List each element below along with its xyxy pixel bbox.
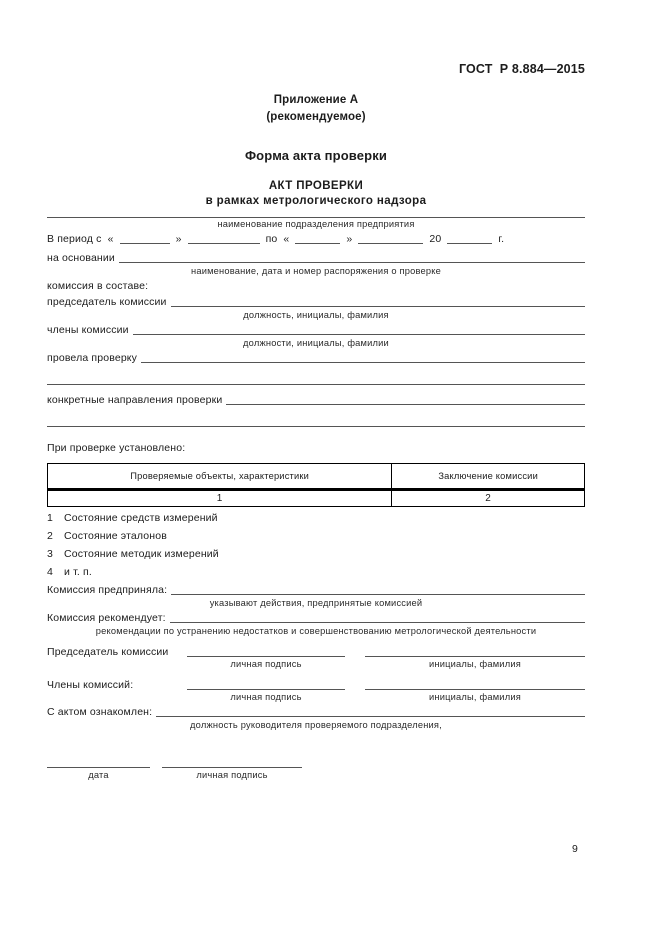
directions-blank-line xyxy=(226,404,585,405)
quote-close: » xyxy=(346,233,353,245)
table-col-number-1: 1 xyxy=(48,490,392,507)
findings-table xyxy=(47,463,585,507)
undertaken-blank-line xyxy=(171,594,585,595)
undertaken-row xyxy=(47,583,585,597)
year-suffix: г. xyxy=(498,233,505,245)
act-heading xyxy=(47,179,585,209)
appendix-type: (рекомендуемое) xyxy=(266,111,366,123)
day-to-blank xyxy=(295,243,340,244)
conducted-continuation-line xyxy=(47,378,585,385)
acquainted-row xyxy=(47,705,585,719)
signature-caption: личная подпись xyxy=(230,692,302,702)
organization-caption: наименование подразделения предприятия xyxy=(217,219,415,229)
personal-signature-blank-line xyxy=(162,757,302,768)
signature-blank-line xyxy=(187,679,345,690)
table-header-row xyxy=(48,464,585,490)
date-blank-line xyxy=(47,757,150,768)
finding-item-2 xyxy=(47,530,585,543)
chairman-signature-row xyxy=(47,646,585,670)
basis-caption: наименование, дата и номер распоряжения о проверке xyxy=(190,266,441,276)
table-header-objects: Проверяемые объекты, характеристики xyxy=(48,464,392,490)
date-field xyxy=(47,757,150,781)
recommends-caption: рекомендации по устранению недостатков и совершенствованию метрологической деятельности xyxy=(95,626,537,636)
month-from-blank xyxy=(188,243,260,244)
period-row xyxy=(47,232,585,246)
members-row xyxy=(47,323,585,337)
commission-intro-row xyxy=(47,279,585,293)
acquainted-blank-line xyxy=(156,716,585,717)
name-blank-line xyxy=(365,679,585,690)
basis-row xyxy=(47,251,585,265)
chairman-blank-line xyxy=(171,306,585,307)
chairman-caption: должность, инициалы, фамилия xyxy=(243,310,389,320)
commission-intro: комиссия в составе: xyxy=(47,280,149,292)
act-title: АКТ ПРОВЕРКИ xyxy=(268,180,364,192)
form-section-title: Форма акта проверки xyxy=(244,148,388,163)
directions-label: конкретные направления проверки xyxy=(47,394,223,406)
item-number: 2 xyxy=(47,530,53,542)
members-name-field xyxy=(365,679,585,703)
sig-chairman-label: Председатель комиссии xyxy=(47,646,169,658)
item-text: Состояние методик измерений xyxy=(64,548,219,560)
chairman-name-field xyxy=(365,646,585,670)
recommends-row xyxy=(47,611,585,625)
directions-row xyxy=(47,393,585,407)
century-prefix: 20 xyxy=(429,233,442,245)
item-number: 4 xyxy=(47,566,53,578)
date-caption: дата xyxy=(88,770,109,780)
month-to-blank xyxy=(358,243,423,244)
appendix-title: Приложение А xyxy=(273,94,359,106)
recommends-blank-line xyxy=(170,622,585,623)
basis-label: на основании xyxy=(47,252,115,264)
table-col-number-2: 2 xyxy=(392,490,585,507)
conducted-row xyxy=(47,351,585,365)
members-label: члены комиссии xyxy=(47,324,129,336)
year-blank xyxy=(447,243,492,244)
quote-close: » xyxy=(175,233,182,245)
acquainted-caption: должность руководителя проверяемого подразделения, xyxy=(190,720,442,730)
members-blank-line xyxy=(133,334,585,335)
signature-caption: личная подпись xyxy=(230,659,302,669)
undertaken-caption: указывают действия, предпринятые комиссией xyxy=(209,598,423,608)
appendix-heading xyxy=(47,92,585,126)
conducted-blank-line xyxy=(141,362,585,363)
item-number: 3 xyxy=(47,548,53,560)
members-signature-row xyxy=(47,679,585,703)
organization-blank-line xyxy=(47,211,585,218)
finding-item-4 xyxy=(47,566,585,579)
item-text: Состояние средств измерений xyxy=(64,512,218,524)
item-number: 1 xyxy=(47,512,53,524)
basis-blank-line xyxy=(119,262,585,263)
personal-signature-caption: личная подпись xyxy=(196,770,268,780)
item-text: Состояние эталонов xyxy=(64,530,167,542)
signature-blank-line xyxy=(187,646,345,657)
chairman-signature-field xyxy=(187,646,345,670)
date-signature-row xyxy=(47,757,585,781)
sig-members-label: Члены комиссий: xyxy=(47,679,134,691)
item-text: и т. п. xyxy=(64,566,92,578)
finding-item-3 xyxy=(47,548,585,561)
findings-intro-row xyxy=(47,441,585,455)
undertaken-label: Комиссия предприняла: xyxy=(47,584,168,596)
name-caption: инициалы, фамилия xyxy=(429,692,521,702)
act-subtitle: в рамках метрологического надзора xyxy=(205,195,427,207)
period-to: по xyxy=(265,233,278,245)
members-signature-field xyxy=(187,679,345,703)
name-caption: инициалы, фамилия xyxy=(429,659,521,669)
quote-open: « xyxy=(283,233,290,245)
findings-intro: При проверке установлено: xyxy=(47,442,186,454)
recommends-label: Комиссия рекомендует: xyxy=(47,612,166,624)
quote-open: « xyxy=(107,233,114,245)
table-header-conclusion: Заключение комиссии xyxy=(392,464,585,490)
day-from-blank xyxy=(120,243,170,244)
directions-continuation-line xyxy=(47,420,585,427)
chairman-row xyxy=(47,295,585,309)
doc-number: ГОСТ Р 8.884—2015 xyxy=(458,62,585,76)
name-blank-line xyxy=(365,646,585,657)
chairman-label: председатель комиссии xyxy=(47,296,167,308)
conducted-label: провела проверку xyxy=(47,352,138,364)
members-caption: должности, инициалы, фамилии xyxy=(243,338,389,348)
page-number: 9 xyxy=(572,843,578,855)
personal-signature-field xyxy=(162,757,302,781)
finding-item-1 xyxy=(47,512,585,525)
period-prefix: В период с xyxy=(47,233,102,245)
table-number-row xyxy=(48,490,585,507)
form-body xyxy=(47,211,585,781)
acquainted-label: С актом ознакомлен: xyxy=(47,706,153,718)
